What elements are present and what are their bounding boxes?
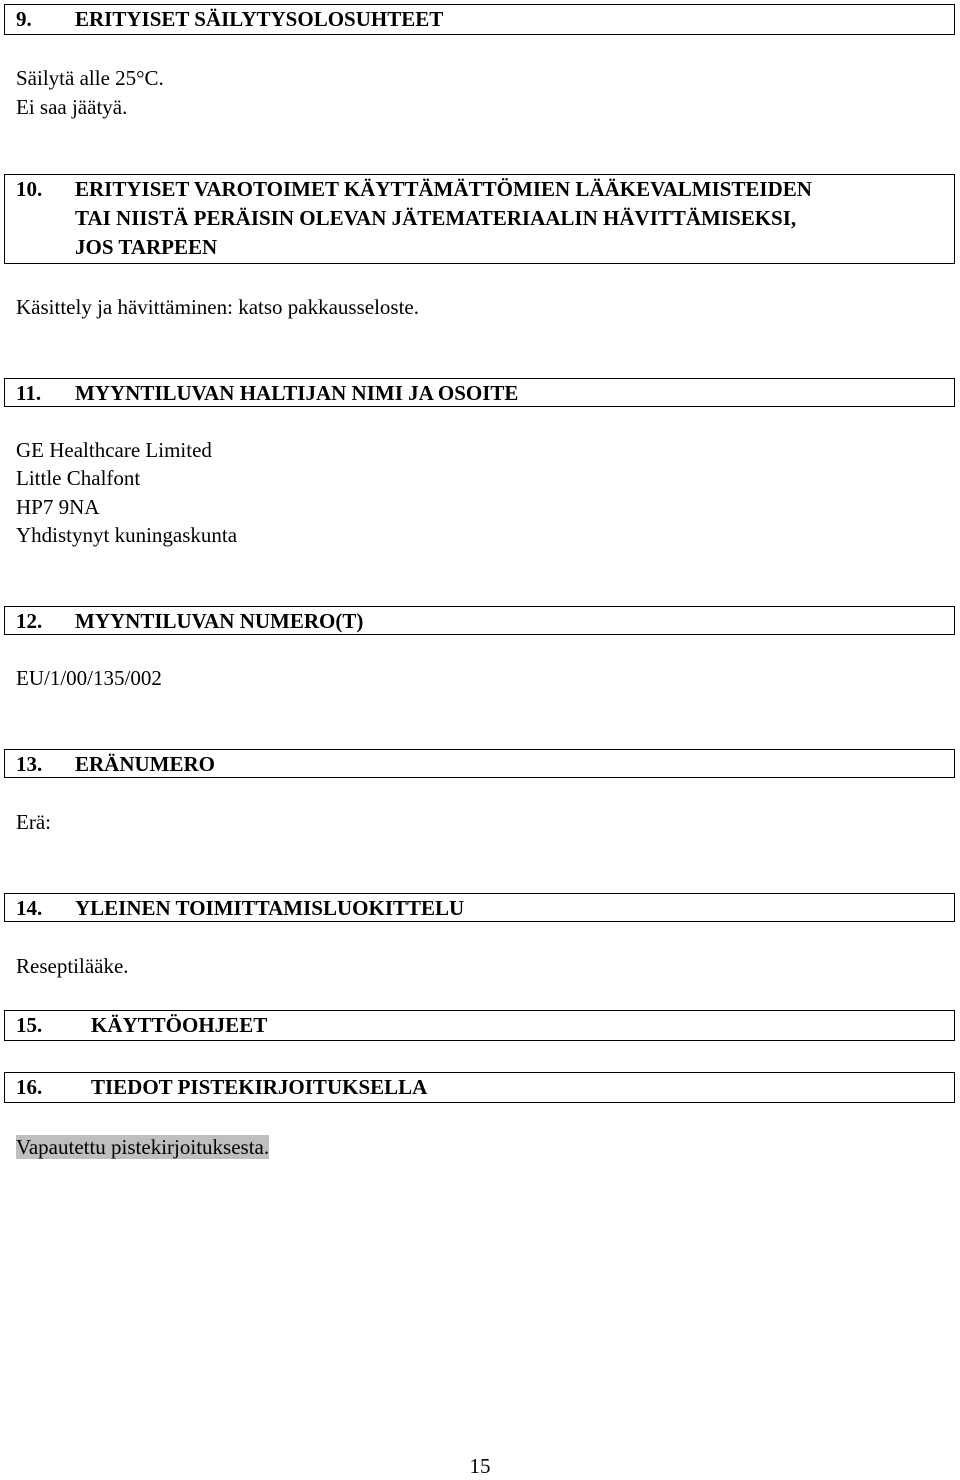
section-9-title: ERITYISET SÄILYTYSOLOSUHTEET <box>75 7 444 31</box>
section-11-number: 11. <box>16 381 42 405</box>
section-10-number: 10. <box>16 177 43 201</box>
section-16-number: 16. <box>16 1075 43 1099</box>
section-14-line-1: Reseptilääke. <box>16 954 129 978</box>
section-10-title-line-1: ERITYISET VAROTOIMET KÄYTTÄMÄTTÖMIEN LÄÄKEVALMISTEIDEN <box>75 177 812 201</box>
section-14-heading <box>4 893 955 922</box>
section-9-line-1: Säilytä alle 25°C. <box>16 66 164 90</box>
section-15-number: 15. <box>16 1013 43 1037</box>
section-16-line-1 <box>16 1133 269 1161</box>
section-16-heading <box>4 1072 955 1103</box>
section-16-title: TIEDOT PISTEKIRJOITUKSELLA <box>91 1075 428 1099</box>
section-13-number: 13. <box>16 752 43 776</box>
section-15-heading <box>4 1010 955 1041</box>
section-12-line-1: EU/1/00/135/002 <box>16 666 162 690</box>
section-11-line-4: Yhdistynyt kuningaskunta <box>16 523 238 547</box>
section-12-title: MYYNTILUVAN NUMERO(T) <box>75 609 364 633</box>
section-11-line-3: HP7 9NA <box>16 495 100 519</box>
section-13-heading <box>4 749 955 778</box>
section-15-title: KÄYTTÖOHJEET <box>91 1013 268 1037</box>
section-10-heading <box>4 174 955 264</box>
section-11-line-1: GE Healthcare Limited <box>16 438 212 462</box>
section-9-heading <box>4 4 955 35</box>
section-9-number: 9. <box>16 7 32 31</box>
section-13-title: ERÄNUMERO <box>75 752 215 776</box>
section-10-title-line-2: TAI NIISTÄ PERÄISIN OLEVAN JÄTEMATERIAALIN HÄVITTÄMISEKSI, <box>75 206 797 230</box>
section-13-line-1: Erä: <box>16 810 51 834</box>
section-14-title: YLEINEN TOIMITTAMISLUOKITTELU <box>75 896 465 920</box>
section-11-title: MYYNTILUVAN HALTIJAN NIMI JA OSOITE <box>75 381 519 405</box>
page-number: 15 <box>469 1454 491 1478</box>
braille-exemption-text: Vapautettu pistekirjoituksesta. <box>16 1135 270 1159</box>
section-12-heading <box>4 606 955 635</box>
section-10-line-1: Käsittely ja hävittäminen: katso pakkausseloste. <box>16 295 419 319</box>
section-10-title-line-3: JOS TARPEEN <box>75 235 218 259</box>
section-11-line-2: Little Chalfont <box>16 466 141 490</box>
section-14-number: 14. <box>16 896 43 920</box>
section-11-heading <box>4 378 955 407</box>
section-12-number: 12. <box>16 609 43 633</box>
section-9-line-2: Ei saa jäätyä. <box>16 95 128 119</box>
